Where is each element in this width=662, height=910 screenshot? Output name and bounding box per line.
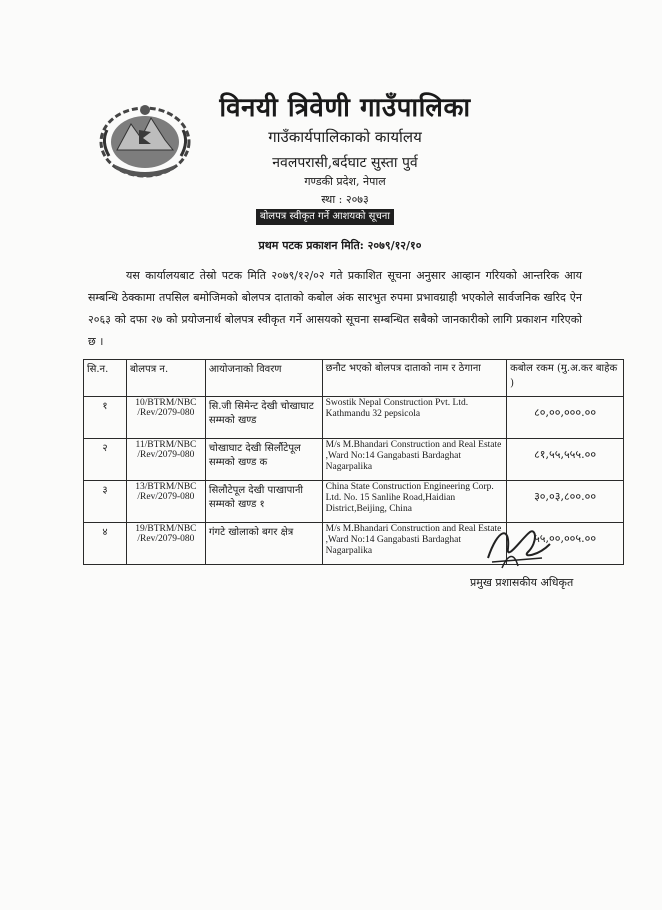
row-bid-no: 10/BTRM/NBC /Rev/2079-080 [126, 397, 205, 439]
handwritten-signature-icon [478, 518, 558, 574]
publication-date: प्रथम पटक प्रकाशन मिति: २०७९/१२/१० [258, 239, 422, 252]
header-project: आयोजनाको विवरण [205, 360, 322, 397]
row-sn: १ [84, 397, 127, 439]
signatory-designation: प्रमुख प्रशासकीय अधिकृत [470, 576, 574, 589]
header-bid-no: बोलपत्र न. [126, 360, 205, 397]
table-header-row [84, 360, 624, 397]
row-project: सि.जी सिमेन्ट देखी चोखाघाट सम्मको खण्ड [205, 397, 322, 439]
table-row [84, 397, 624, 439]
notice-title-banner: बोलपत्र स्वीकृत गर्ने आशयको सूचना [256, 209, 394, 225]
header-bidder: छनौट भएको बोलपत्र दाताको नाम र ठेगाना [322, 360, 507, 397]
row-project: गंगटे खोलाको बगर क्षेत्र [205, 523, 322, 565]
province-name: गण्डकी प्रदेश, नेपाल [304, 175, 386, 188]
table-row [84, 439, 624, 481]
row-amount: ८१,५५,५५५.०० [507, 439, 624, 481]
row-bidder: China State Construction Engineering Corp. Ltd. No. 15 Sanlihe Road,Haidian District,Beijing, China [322, 481, 507, 523]
notice-body: यस कार्यालयबाट तेस्रो पटक मिति २०७९/१२/०२ गते प्रकाशित सूचना अनुसार आव्हान गरियको आन्तरिक आय सम्बन्धि ठेक्कामा तपसिल बमोजिमको बोलपत्र दाताको कबोल अंक सारभुत रुपमा प्रभावग्राही भएकोले सार्वजनिक खरिद ऐन २०६३ को दफा २७ को प्रयोजनार्थ बोलपत्र स्वीकृत गर्ने आसयको सूचना सम्बन्धित सबैको जानकारीको लागि प्रकाशन गरिएको छ । [88, 269, 582, 348]
row-amount: ३०,०३,८००.०० [507, 481, 624, 523]
header-amount: कबोल रकम (मु.अ.कर बाहेक ) [507, 360, 624, 397]
row-bid-no: 11/BTRM/NBC /Rev/2079-080 [126, 439, 205, 481]
row-project: चोखाघाट देखी सिर्लौटेपूल सम्मको खण्ड क [205, 439, 322, 481]
row-bid-no: 19/BTRM/NBC /Rev/2079-080 [126, 523, 205, 565]
row-project: सिलौटेपूल देखी पाखापानी सम्मको खण्ड १ [205, 481, 322, 523]
municipality-title: विनयी त्रिवेणी गाउँपालिका [219, 93, 471, 123]
office-name: गाउँकार्यपालिकाको कार्यालय [268, 128, 422, 146]
established-year: स्था : २०७३ [321, 193, 369, 206]
row-amount: ५५,००,००५.०० [507, 523, 624, 565]
row-bidder: M/s M.Bhandari Construction and Real Estate ,Ward No:14 Gangabasti Bardaghat Nagarpalika [322, 439, 507, 481]
row-sn: ४ [84, 523, 127, 565]
office-address: नवलपरासी,बर्दघाट सुस्ता पुर्व [272, 155, 418, 171]
header-sn: सि.न. [84, 360, 127, 397]
table-row [84, 481, 624, 523]
row-bidder: M/s M.Bhandari Construction and Real Estate ,Ward No:14 Gangabasti Bardaghat Nagarpalika [322, 523, 507, 565]
row-bidder: Swostik Nepal Construction Pvt. Ltd. Kathmandu 32 pepsicola [322, 397, 507, 439]
row-sn: ३ [84, 481, 127, 523]
row-amount: ८०,००,०००.०० [507, 397, 624, 439]
row-bid-no: 13/BTRM/NBC /Rev/2079-080 [126, 481, 205, 523]
row-sn: २ [84, 439, 127, 481]
